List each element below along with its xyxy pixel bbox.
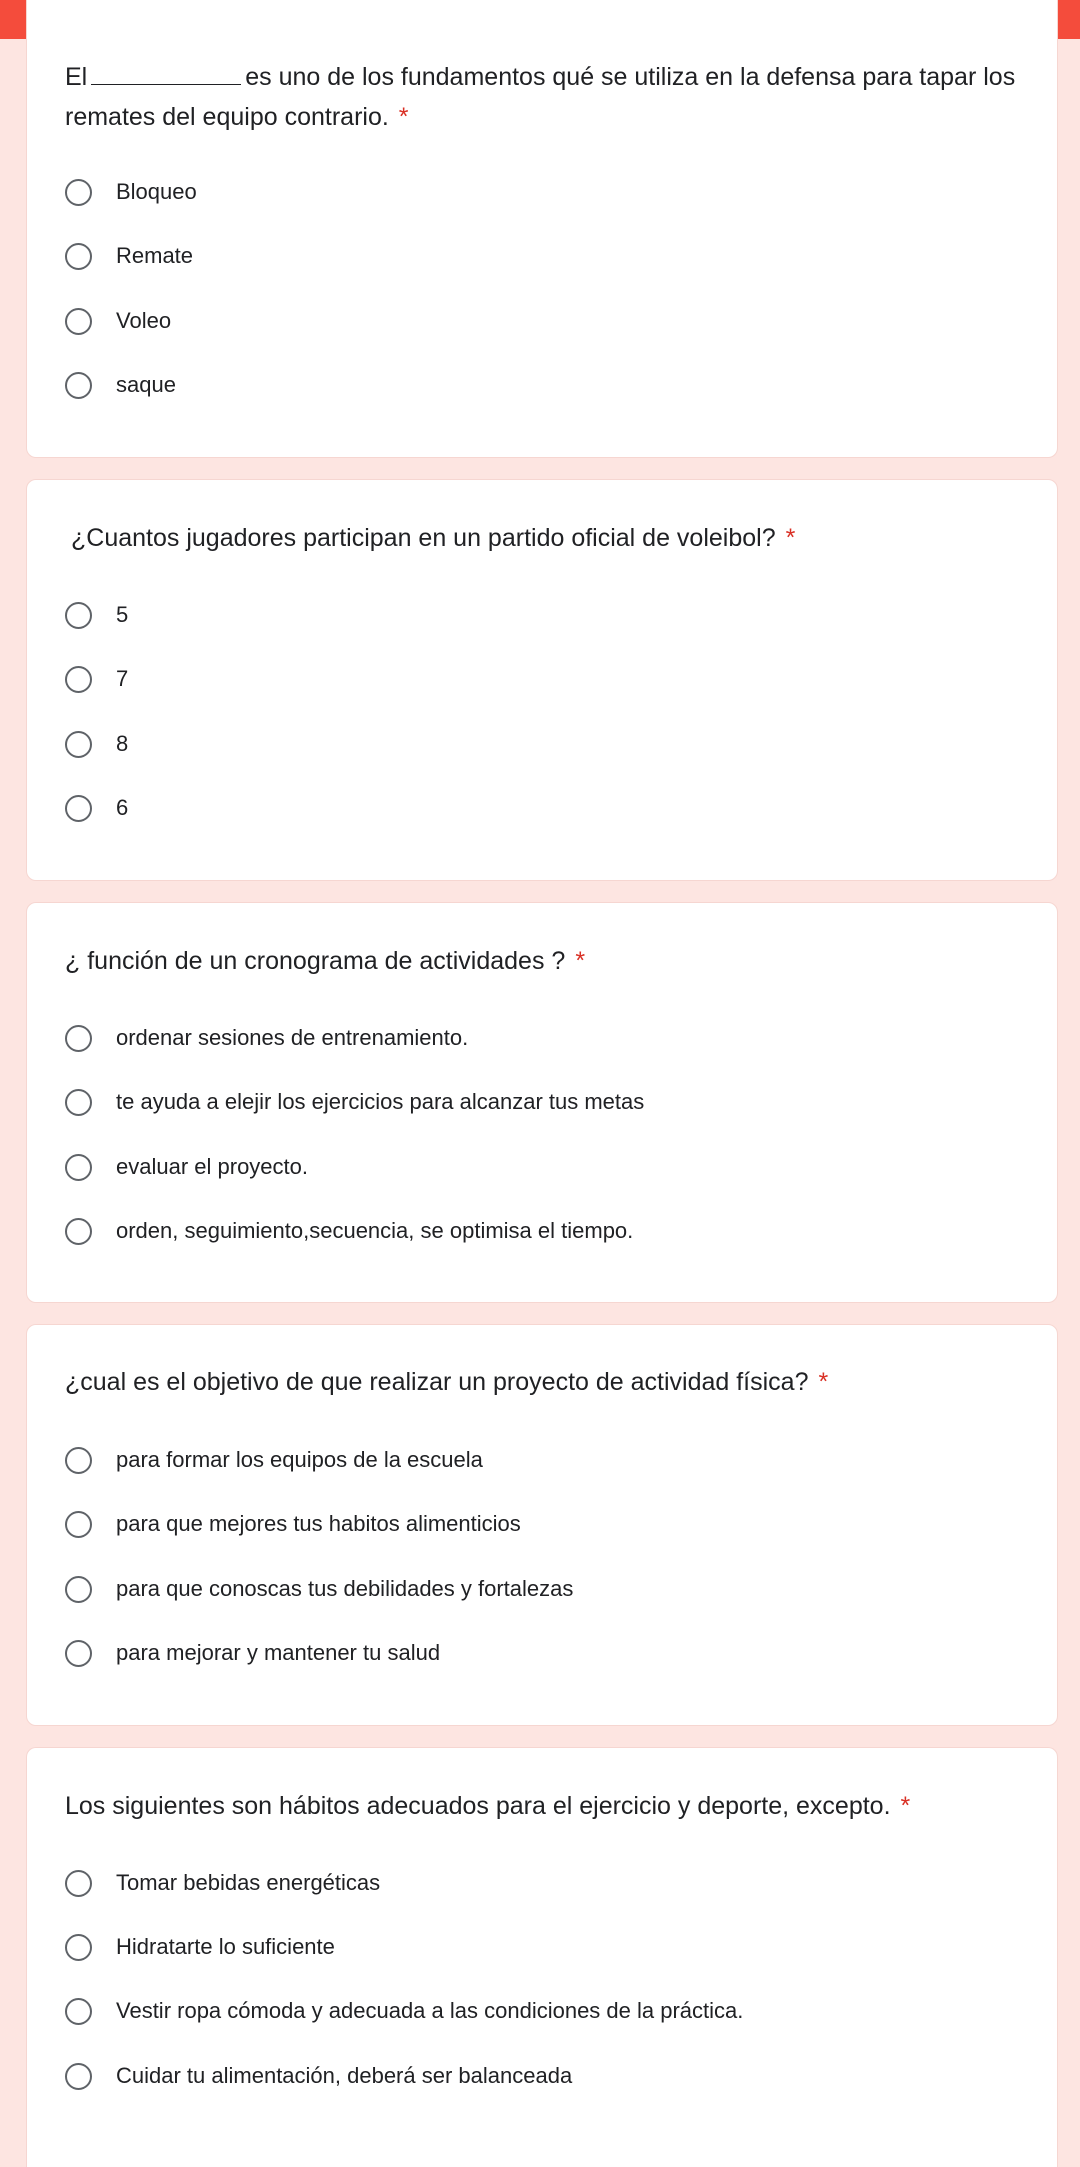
- option-label: 8: [116, 731, 129, 756]
- radio-button[interactable]: [65, 1998, 92, 2025]
- option-hidratarte[interactable]: [65, 1927, 335, 1967]
- option-label: 5: [116, 602, 129, 627]
- question-title-2: [71, 518, 1019, 558]
- radio-button[interactable]: [65, 1218, 92, 1245]
- question-title-text: ¿Cuantos jugadores participan en un partido oficial de voleibol?: [71, 524, 776, 552]
- option-label: para mejorar y mantener tu salud: [116, 1640, 441, 1665]
- option-label: 6: [116, 795, 129, 820]
- radio-button[interactable]: [65, 795, 92, 822]
- required-asterisk: *: [818, 1368, 829, 1396]
- option-label: Voleo: [116, 308, 172, 333]
- option-8[interactable]: [65, 724, 128, 764]
- option-label: evaluar el proyecto.: [116, 1154, 308, 1179]
- option-debilidades-fortalezas[interactable]: [65, 1569, 573, 1609]
- option-label: Hidratarte lo suficiente: [116, 1934, 335, 1959]
- option-5[interactable]: [65, 595, 128, 635]
- question-card-4: [26, 1324, 1058, 1726]
- option-elejir-ejercicios[interactable]: [65, 1082, 644, 1122]
- question-card-1: [26, 0, 1058, 458]
- required-asterisk: *: [900, 1792, 911, 1820]
- radio-button[interactable]: [65, 372, 92, 399]
- option-label: Tomar bebidas energéticas: [116, 1870, 381, 1895]
- option-mejorar-salud[interactable]: [65, 1633, 440, 1673]
- question-title-text: ¿ función de un cronograma de actividades ?: [65, 947, 566, 975]
- option-label: para formar los equipos de la escuela: [116, 1447, 483, 1472]
- radio-button[interactable]: [65, 1025, 92, 1052]
- question-title-text: Los siguientes son hábitos adecuados para el ejercicio y deporte, excepto.: [65, 1792, 891, 1820]
- radio-button[interactable]: [65, 666, 92, 693]
- question-card-3: [26, 902, 1058, 1303]
- radio-button[interactable]: [65, 179, 92, 206]
- option-habitos-alimenticios[interactable]: [65, 1504, 521, 1544]
- radio-button[interactable]: [65, 731, 92, 758]
- option-label: 7: [116, 666, 129, 691]
- option-voleo[interactable]: [65, 301, 171, 341]
- option-label: Remate: [116, 243, 194, 268]
- option-saque[interactable]: [65, 365, 176, 405]
- option-label: para que mejores tus habitos alimenticios: [116, 1511, 521, 1536]
- question-title-4: [65, 1362, 1019, 1402]
- option-ordenar-sesiones[interactable]: [65, 1018, 468, 1058]
- option-label: orden, seguimiento,secuencia, se optimisa el tiempo.: [116, 1218, 634, 1243]
- question-title-1: [65, 57, 1021, 137]
- question-title-text: ¿cual es el objetivo de que realizar un proyecto de actividad física?: [65, 1368, 809, 1396]
- option-label: Bloqueo: [116, 179, 197, 204]
- option-label: Vestir ropa cómoda y adecuada a las condiciones de la práctica.: [116, 1998, 744, 2023]
- radio-button[interactable]: [65, 1934, 92, 1961]
- radio-button[interactable]: [65, 1511, 92, 1538]
- option-7[interactable]: [65, 659, 128, 699]
- option-ropa-comoda[interactable]: [65, 1991, 743, 2031]
- option-cuidar-alimentacion[interactable]: [65, 2056, 572, 2096]
- radio-button[interactable]: [65, 1870, 92, 1897]
- option-6[interactable]: [65, 788, 128, 828]
- option-evaluar-proyecto[interactable]: [65, 1147, 308, 1187]
- radio-button[interactable]: [65, 1640, 92, 1667]
- required-asterisk: *: [575, 947, 586, 975]
- question-title-5: [65, 1786, 1019, 1826]
- option-bebidas-energeticas[interactable]: [65, 1863, 380, 1903]
- required-asterisk: *: [398, 103, 409, 131]
- option-label: te ayuda a elejir los ejercicios para alcanzar tus metas: [116, 1089, 645, 1114]
- question-title-post: es uno de los fundamentos qué se utiliza en la defensa para tapar los remates del equipo contrario.: [65, 63, 1016, 131]
- option-remate[interactable]: [65, 236, 193, 276]
- radio-button[interactable]: [65, 243, 92, 270]
- fill-in-blank-line: [91, 62, 241, 85]
- radio-button[interactable]: [65, 1154, 92, 1181]
- radio-button[interactable]: [65, 602, 92, 629]
- question-card-2: [26, 479, 1058, 881]
- option-label: ordenar sesiones de entrenamiento.: [116, 1025, 469, 1050]
- radio-button[interactable]: [65, 1447, 92, 1474]
- radio-button[interactable]: [65, 1576, 92, 1603]
- option-label: saque: [116, 372, 176, 397]
- question-title-pre: El: [65, 63, 88, 91]
- radio-button[interactable]: [65, 2063, 92, 2090]
- option-bloqueo[interactable]: [65, 172, 197, 212]
- required-asterisk: *: [785, 524, 796, 552]
- radio-button[interactable]: [65, 308, 92, 335]
- option-orden-seguimiento[interactable]: [65, 1211, 633, 1251]
- question-card-5: [26, 1747, 1058, 2167]
- radio-button[interactable]: [65, 1089, 92, 1116]
- option-label: Cuidar tu alimentación, deberá ser balanceada: [116, 2063, 573, 2088]
- option-label: para que conoscas tus debilidades y fortalezas: [116, 1576, 574, 1601]
- question-title-3: [65, 941, 1019, 981]
- option-formar-equipos[interactable]: [65, 1440, 483, 1480]
